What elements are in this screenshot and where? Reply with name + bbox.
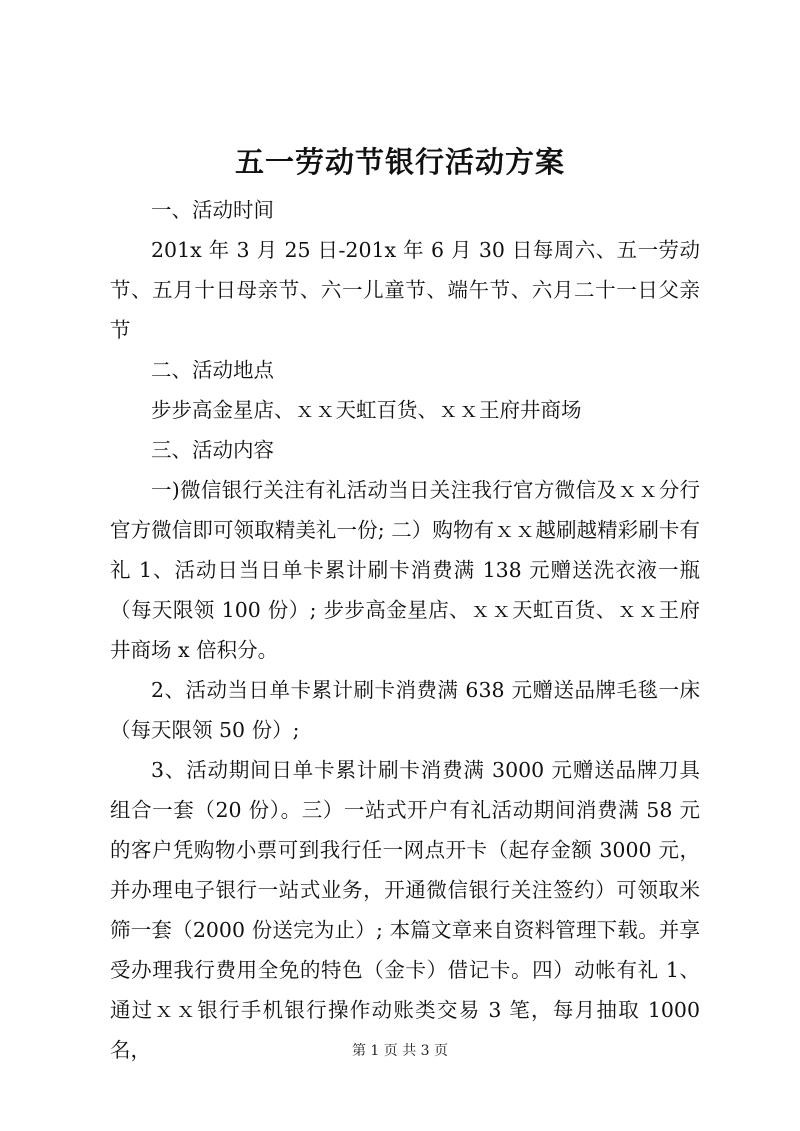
paragraph-time-details: 201x 年 3 月 25 日-201x 年 6 月 30 日每周六、五一劳动节、五月十日母亲节、六一儿童节、端午节、六月二十一日父亲节 <box>110 238 700 342</box>
section-heading-time: 一、活动时间 <box>151 198 274 222</box>
paragraph-content-1: 一)微信银行关注有礼活动当日关注我行官方微信及ｘｘ分行官方微信即可领取精美礼一份; 二）购物有ｘｘ越刷越精彩刷卡有礼 1、活动日当日单卡累计刷卡消费满 138 元赠送洗衣液一瓶（每天限领 100 份）; 步步高金星店、ｘｘ天虹百货、ｘｘ王府井商场 x 倍积分。 <box>110 478 700 662</box>
page-footer: 第 1 页 共 3 页 <box>351 1043 449 1059</box>
paragraph-content-3: 3、活动期间日单卡累计刷卡消费满 3000 元赠送品牌刀具组合一套（20 份）。三）一站式开户有礼活动期间消费满 58 元的客户凭购物小票可到我行任一网点开卡（起存金额 3000 元，并办理电子银行一站式业务，开通微信银行关注签约）可领取米筛一套（2000 份送完为止）; 本篇文章来自资料管理下载。并享受办理我行费用全免的特色（金卡）借记卡。四）动帐有礼 1、通过ｘｘ银行手机银行操作动账类交易 3 笔，每月抽取 1000 名， <box>110 758 700 1062</box>
section-heading-content: 三、活动内容 <box>151 438 274 462</box>
document-body <box>110 190 700 1070</box>
paragraph-location-details: 步步高金星店、ｘｘ天虹百货、ｘｘ王府井商场 <box>151 398 582 422</box>
document-title: 五一劳动节银行活动方案 <box>234 145 565 179</box>
section-heading-location: 二、活动地点 <box>151 358 274 382</box>
paragraph-content-2: 2、活动当日单卡累计刷卡消费满 638 元赠送品牌毛毯一床（每天限领 50 份）; <box>110 678 700 742</box>
